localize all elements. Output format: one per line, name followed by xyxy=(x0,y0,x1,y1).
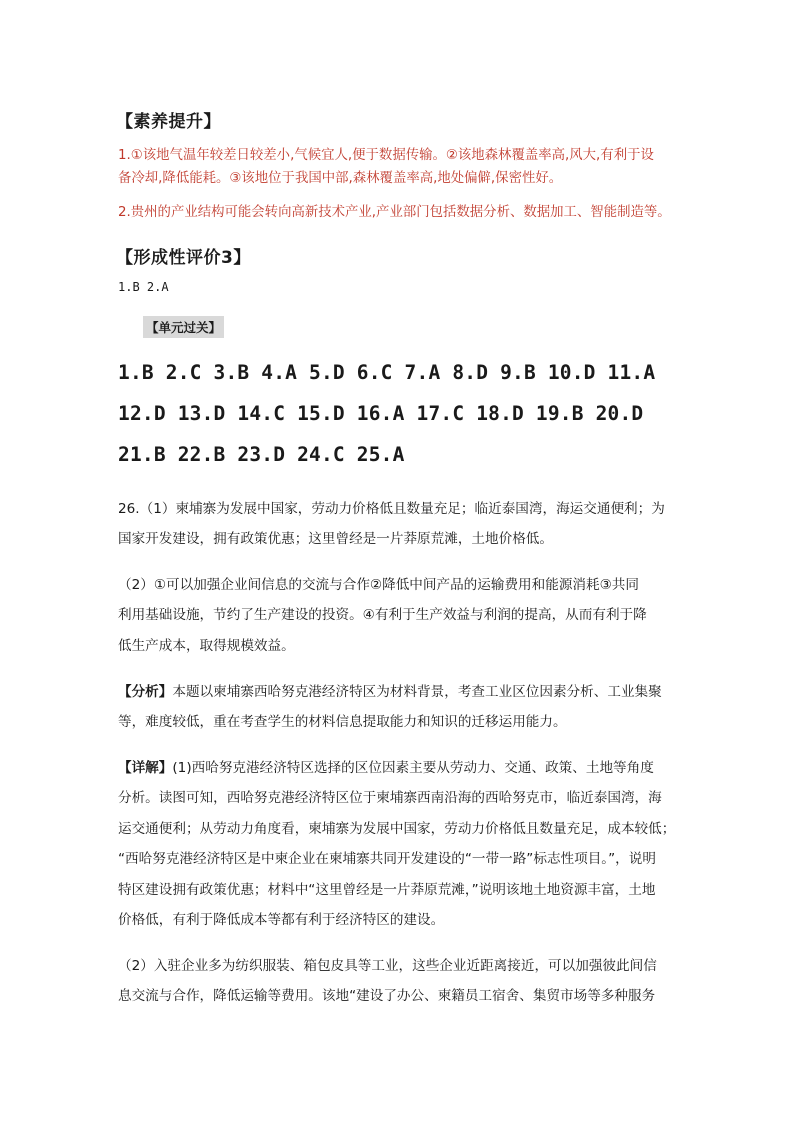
q26-part1-line-2: 国家开发建设，拥有政策优惠；这里曾经是一片莽原荒滩，土地价格低。 xyxy=(118,531,553,547)
detail-line-5: 特区建设拥有政策优惠；材料中“这里曾经是一片莽原荒滩，”说明该地土地资源丰富，土地 xyxy=(118,882,656,898)
section-title-literacy: 【素养提升】 xyxy=(116,112,221,132)
section-title-formative: 【形成性评价3】 xyxy=(116,248,251,268)
analysis-label: 【分析】 xyxy=(118,684,173,700)
answer-line-1: 1.B 2.C 3.B 4.A 5.D 6.C 7.A 8.D 9.B 10.D 11.A xyxy=(118,361,656,384)
q26-part2-line-3: 低生产成本，取得规模效益。 xyxy=(118,638,295,654)
q26-part2-line-2: 利用基础设施，节约了生产建设的投资。④有利于生产效益与利润的提高，从而有利于降 xyxy=(118,607,647,623)
unit-review-badge: 【单元过关】 xyxy=(143,316,224,338)
detail-line-6: 价格低，有利于降低成本等都有利于经济特区的建设。 xyxy=(118,912,445,928)
detail-text-1: (1)西哈努克港经济特区选择的区位因素主要从劳动力、交通、政策、土地等角度 xyxy=(172,760,654,776)
detail-label: 【详解】 xyxy=(118,760,173,776)
analysis-line-1 xyxy=(118,680,662,700)
detail-line-4: “西哈努克港经济特区是中柬企业在柬埔寨共同开发建设的“一带一路”标志性项目。”，说明 xyxy=(118,851,656,867)
detail-line-1 xyxy=(118,756,654,776)
answer-line-3: 21.B 22.B 23.D 24.C 25.A xyxy=(118,443,405,466)
answer-line-2: 12.D 13.D 14.C 15.D 16.A 17.C 18.D 19.B 20.D xyxy=(118,402,644,425)
q26-part2-line-1: （2）①可以加强企业间信息的交流与合作②降低中间产品的运输费用和能源消耗③共同 xyxy=(118,577,639,593)
analysis-line-2: 等，难度较低，重在考查学生的材料信息提取能力和知识的迁移运用能力。 xyxy=(118,714,567,730)
literacy-line-1: 1.①该地气温年较差日较差小,气候宜人,便于数据传输。②该地森林覆盖率高,风大,有利于设 xyxy=(118,148,654,163)
literacy-line-3: 2.贵州的产业结构可能会转向高新技术产业,产业部门包括数据分析、数据加工、智能制造等。 xyxy=(118,205,671,220)
formative-answers: 1.B 2.A xyxy=(118,280,169,294)
q26-part3-line-2: 息交流与合作，降低运输等费用。该地“建设了办公、柬籍员工宿舍、集贸市场等多种服务 xyxy=(118,988,656,1004)
detail-line-3: 运交通便利；从劳动力角度看，柬埔寨为发展中国家，劳动力价格低且数量充足，成本较低； xyxy=(118,821,676,837)
q26-part3-line-1: （2）入驻企业多为纺织服装、箱包皮具等工业，这些企业近距离接近，可以加强彼此间信 xyxy=(118,958,657,974)
q26-part1-line-1: 26.（1）柬埔寨为发展中国家，劳动力价格低且数量充足；临近泰国湾，海运交通便利；为 xyxy=(118,501,665,517)
detail-line-2: 分析。读图可知，西哈努克港经济特区位于柬埔寨西南沿海的西哈努克市，临近泰国湾，海 xyxy=(118,790,662,806)
analysis-text-1: 本题以柬埔寨西哈努克港经济特区为材料背景，考查工业区位因素分析、工业集聚 xyxy=(172,684,662,700)
literacy-line-2: 备冷却,降低能耗。③该地位于我国中部,森林覆盖率高,地处偏僻,保密性好。 xyxy=(118,171,563,186)
